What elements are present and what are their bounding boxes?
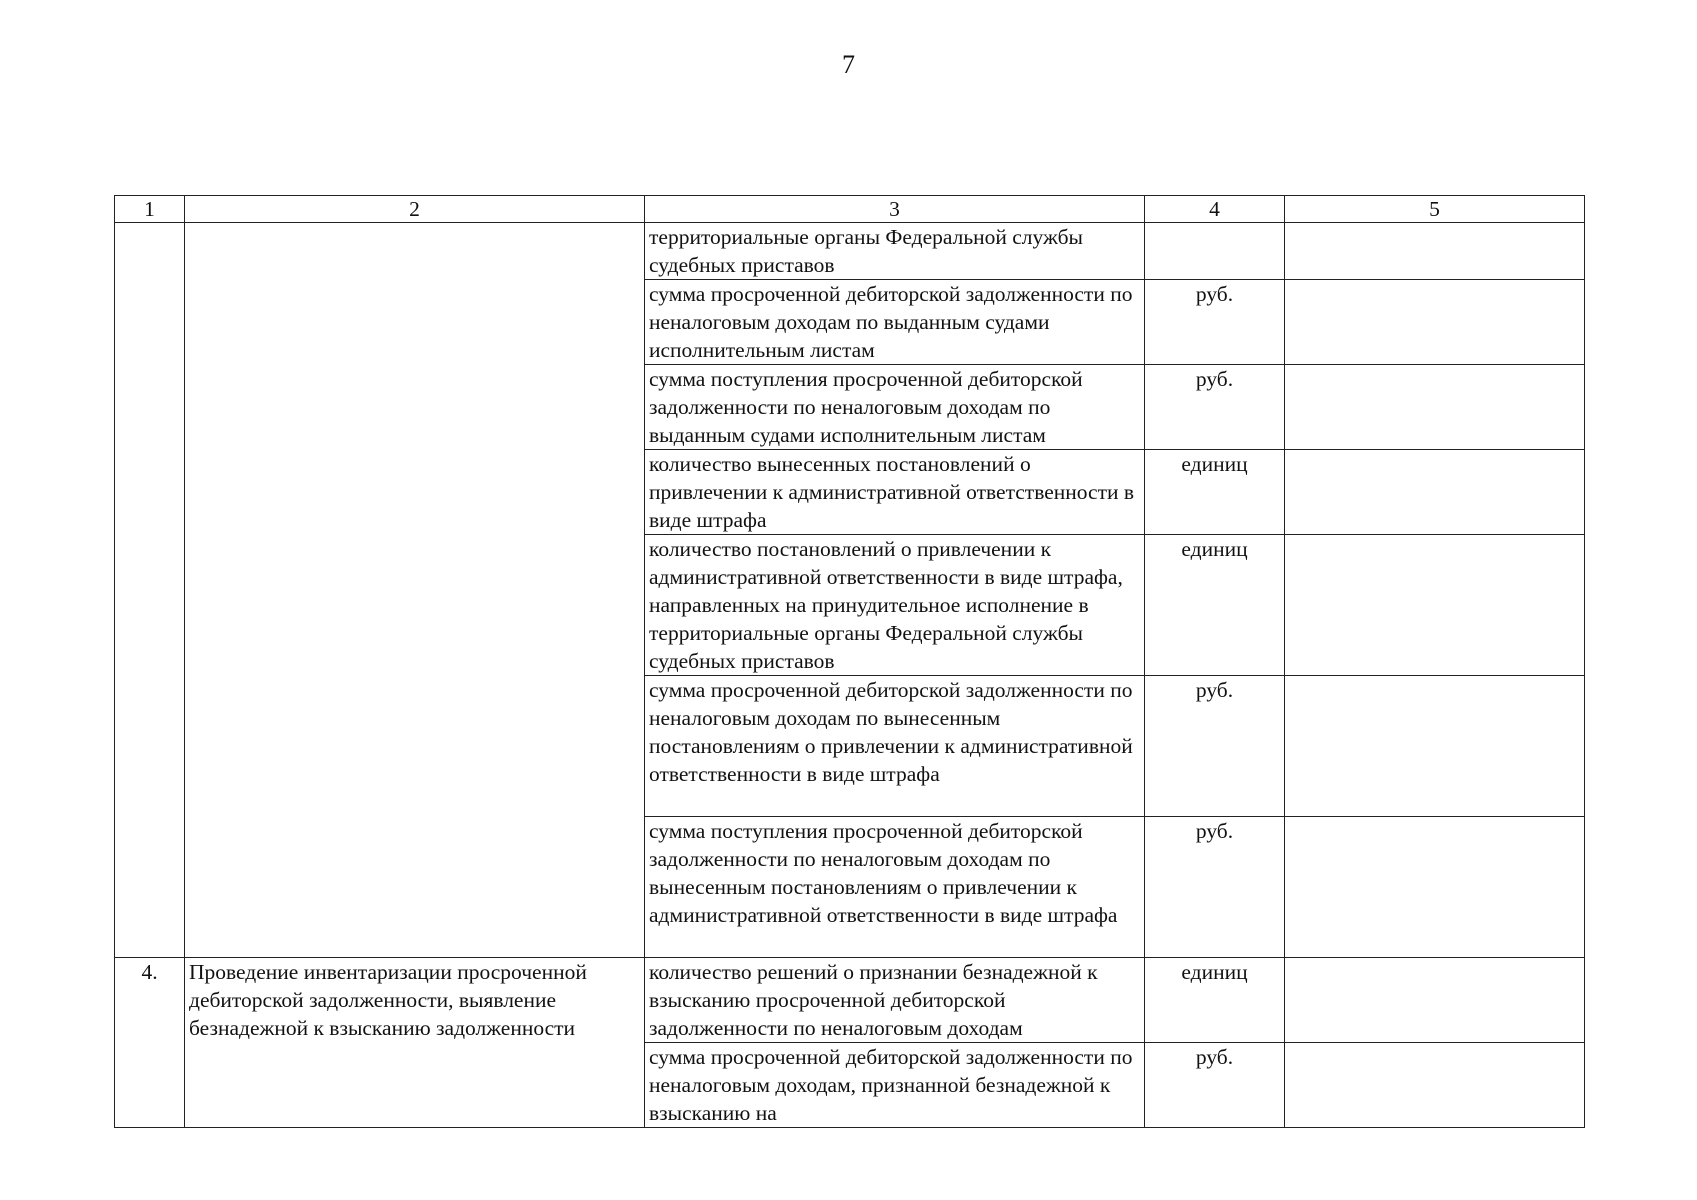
unit-cell: руб. [1145, 280, 1285, 365]
table-row [115, 223, 1585, 280]
indicators-table [114, 195, 1585, 1128]
unit-cell [1145, 223, 1285, 280]
value-cell [1285, 817, 1585, 958]
indicator-cell: сумма просроченной дебиторской задолженности по неналоговым доходам по вынесенным постановлениям о привлечении к административной ответственности в виде штрафа [645, 676, 1145, 817]
indicator-cell: количество постановлений о привлечении к административной ответственности в виде штрафа, направленных на принудительное исполнение в территориальные органы Федеральной службы судебных приставов [645, 535, 1145, 676]
indicator-cell: количество решений о признании безнадежной к взысканию просроченной дебиторской задолженности по неналоговым доходам [645, 958, 1145, 1043]
page-number: 7 [842, 50, 855, 79]
value-cell [1285, 280, 1585, 365]
header-col-5: 5 [1285, 196, 1585, 223]
header-col-2: 2 [185, 196, 645, 223]
indicator-cell: территориальные органы Федеральной службы судебных приставов [645, 223, 1145, 280]
value-cell [1285, 535, 1585, 676]
value-cell [1285, 450, 1585, 535]
unit-cell: единиц [1145, 535, 1285, 676]
unit-cell: единиц [1145, 958, 1285, 1043]
value-cell [1285, 365, 1585, 450]
header-col-4: 4 [1145, 196, 1285, 223]
header-col-3: 3 [645, 196, 1145, 223]
measure-cell [185, 223, 645, 958]
unit-cell: руб. [1145, 365, 1285, 450]
row-number-cell [115, 223, 185, 958]
value-cell [1285, 958, 1585, 1043]
table-row [115, 958, 1585, 1043]
indicator-cell: сумма просроченной дебиторской задолженности по неналоговым доходам по выданным судами исполнительным листам [645, 280, 1145, 365]
unit-cell: единиц [1145, 450, 1285, 535]
indicator-cell: количество вынесенных постановлений о привлечении к административной ответственности в виде штрафа [645, 450, 1145, 535]
unit-cell: руб. [1145, 1043, 1285, 1128]
indicator-cell: сумма поступления просроченной дебиторской задолженности по неналоговым доходам по вынесенным постановлениям о привлечении к административной ответственности в виде штрафа [645, 817, 1145, 958]
measure-cell: Проведение инвентаризации просроченной дебиторской задолженности, выявление безнадежной к взысканию задолженности [185, 958, 645, 1128]
table-header-row [115, 196, 1585, 223]
indicator-cell: сумма просроченной дебиторской задолженности по неналоговым доходам, признанной безнадежной к взысканию на [645, 1043, 1145, 1128]
indicator-cell: сумма поступления просроченной дебиторской задолженности по неналоговым доходам по выданным судами исполнительным листам [645, 365, 1145, 450]
value-cell [1285, 1043, 1585, 1128]
value-cell [1285, 676, 1585, 817]
value-cell [1285, 223, 1585, 280]
header-col-1: 1 [115, 196, 185, 223]
unit-cell: руб. [1145, 817, 1285, 958]
row-number-cell: 4. [115, 958, 185, 1128]
unit-cell: руб. [1145, 676, 1285, 817]
